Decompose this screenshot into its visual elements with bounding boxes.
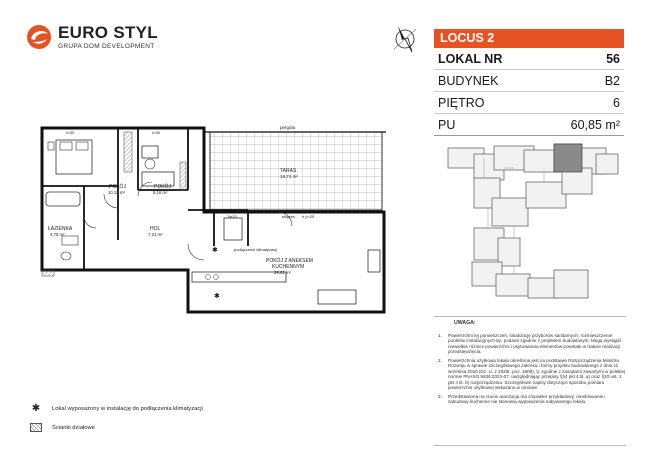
bedroom-2-name: POKÓJ bbox=[154, 184, 171, 190]
terrace-area-label: 19,74 m² bbox=[280, 174, 298, 179]
hatch-swatch-icon bbox=[30, 423, 42, 432]
bathroom-area: 4,75 m² bbox=[50, 232, 65, 237]
asterisk-icon: ✱ bbox=[31, 403, 41, 414]
note-number: 1. bbox=[438, 332, 442, 338]
living-room-name-2: KUCHENNYM bbox=[272, 264, 305, 270]
project-name: LOCUS 2 bbox=[434, 29, 624, 48]
north-arrow-icon bbox=[388, 22, 422, 56]
bedroom-2-area: 9,16 m² bbox=[153, 190, 168, 195]
brand-subtitle: GRUPA DOM DEVELOPMENT bbox=[58, 43, 155, 50]
floor-plan bbox=[38, 120, 398, 330]
info-value: B2 bbox=[604, 74, 620, 88]
brand-logo bbox=[26, 22, 176, 54]
info-label: PIĘTRO bbox=[438, 96, 485, 110]
asterisk-icon: ✱ bbox=[214, 293, 220, 300]
note-item bbox=[434, 358, 626, 391]
notes-section bbox=[434, 316, 626, 446]
pergola-label: pergola bbox=[280, 125, 296, 130]
wall-note-2: h=50 bbox=[152, 131, 161, 135]
wardrobe-label: Nr20 bbox=[228, 214, 237, 219]
note-text: Powierzchni tej pomieszczeń, lokalizację przyborów sanitarnych, rozmieszczenie punktów instalacyjnych itp. podano zgodnie z projektem budowlanym. Mogą wystąpić niewielkie różnice powierzchni i usytuowania elementów powstałe w trakcie realizacji przedsięwzięcia. bbox=[448, 332, 622, 354]
terrace-name: TARAS bbox=[280, 168, 297, 174]
info-value: 6 bbox=[613, 96, 620, 110]
info-row-usable-area bbox=[434, 114, 624, 136]
info-label: PU bbox=[438, 118, 456, 132]
sofa-furniture bbox=[318, 290, 356, 304]
living-room-area: 29,61 m² bbox=[274, 270, 291, 275]
info-row-building bbox=[434, 70, 624, 92]
bedroom-1-area: 10,12 m² bbox=[108, 190, 125, 195]
step-label: stopień bbox=[282, 214, 295, 219]
note-item bbox=[434, 333, 626, 355]
living-room-name: POKÓJ Z ANEKSEM bbox=[266, 258, 313, 264]
ac-connection-label: podłączenie klimatyzacji bbox=[234, 247, 277, 252]
notes-title: UWAGA: bbox=[454, 320, 476, 326]
step-height-label: h p=25 bbox=[302, 214, 315, 219]
legend-item-air-conditioning bbox=[30, 403, 203, 414]
legend-item-partition-walls bbox=[30, 423, 95, 432]
info-row-unit-number bbox=[434, 48, 624, 70]
hall-name: HOL bbox=[150, 226, 161, 232]
hall-area: 7,21 m² bbox=[148, 232, 163, 237]
info-label: LOKAL NR bbox=[438, 52, 503, 66]
note-number: 2. bbox=[438, 357, 442, 363]
bedroom-1-name: POKÓJ bbox=[109, 184, 126, 190]
desk-furniture bbox=[142, 146, 158, 158]
info-row-floor bbox=[434, 92, 624, 114]
kitchen-counter bbox=[192, 272, 286, 282]
note-number: 3. bbox=[438, 393, 442, 399]
note-text: Przedstawiona na rzucie aranżacja ma charakter przykładowy, umeblowanie i zabudowy kuchenne nie stanowią wyposażenia nabywanego lokalu. bbox=[448, 393, 606, 404]
note-item bbox=[434, 394, 626, 405]
dining-table bbox=[224, 218, 242, 240]
info-value: 56 bbox=[606, 52, 620, 66]
wall-note-1: h=50 bbox=[66, 131, 75, 135]
note-text: Powierzchnia użytkowa lokalu określona jest na podstawie Rozporządzenia Ministra Rozwoju w sprawie szczegółowego zakresu i formy projektu budowlanego z dnia 11 września 2020 (Dz. U. z 2020r. poz. 1609), tj. zgodnie z zasadami zawartymi w polskiej normie PN-ISO 9836:2022-07, uwzględniając przepisy §34 pkt 4 lit. a) oraz §20 ust. 1 pkt 4 lit. b) rozporządzenia. Szczegółowe zapisy dotyczące sposobu pomiaru powierzchni użytkowej wskazano w umowie. bbox=[448, 357, 625, 390]
brand-name: EURO STYL bbox=[58, 23, 158, 42]
bathtub-furniture bbox=[46, 192, 80, 206]
asterisk-icon: ✱ bbox=[212, 247, 218, 254]
legend-text: Lokal wyposażony w instalację do podłączenia klimatyzacji bbox=[52, 405, 203, 412]
legend-text: Ścianki działowe bbox=[52, 424, 95, 431]
info-label: BUDYNEK bbox=[438, 74, 499, 88]
bathroom-name: ŁAZIENKA bbox=[48, 226, 73, 232]
info-value: 60,85 m² bbox=[570, 118, 620, 132]
floor-key-plan bbox=[444, 138, 624, 308]
euro-styl-logo-icon bbox=[26, 24, 52, 50]
bed-furniture bbox=[56, 140, 92, 174]
unit-info-panel bbox=[434, 29, 624, 136]
